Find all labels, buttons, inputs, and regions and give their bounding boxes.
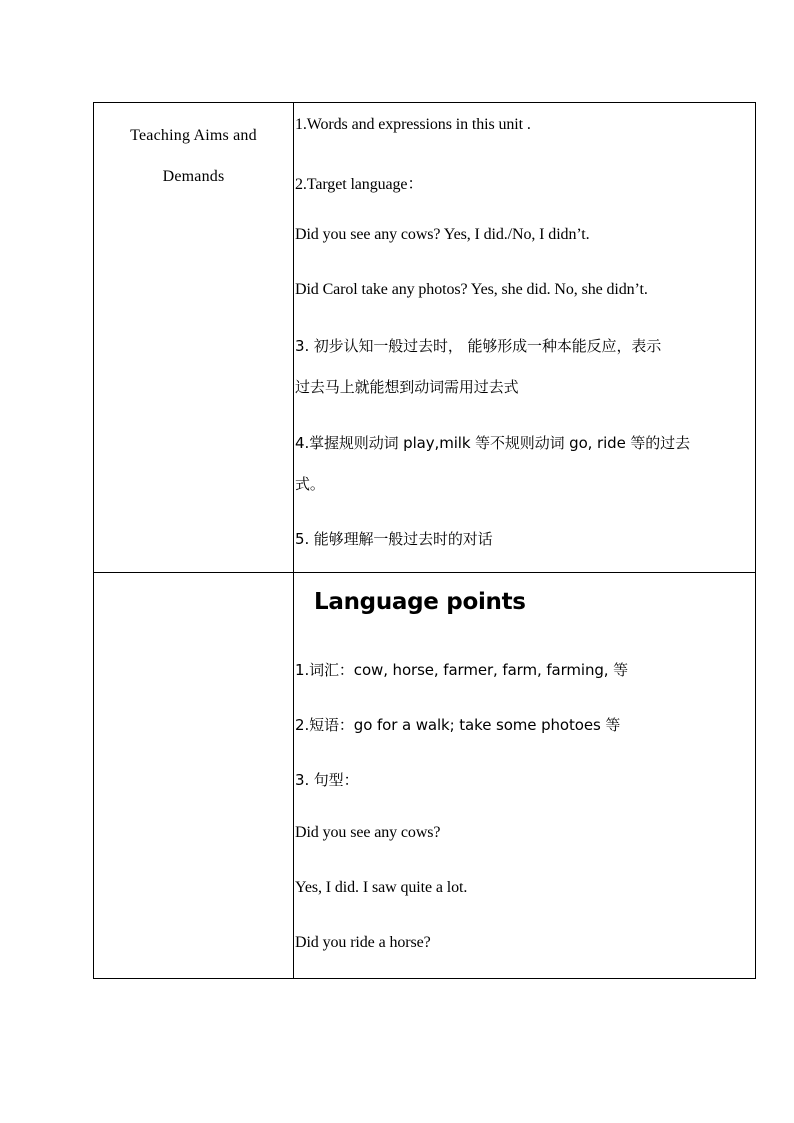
label-cell-teaching-aims [94, 103, 294, 572]
aim-line-target-language: 2.Target language： [295, 176, 424, 193]
aim-line-example-2: Did Carol take any photos? Yes, she did. No, she didn’t. [295, 281, 648, 298]
aim-line-verbs-2: 式。 [295, 475, 325, 493]
aim-line-example-1: Did you see any cows? Yes, I did./No, I didn’t. [295, 226, 590, 243]
point-line-question-1: Did you see any cows? [295, 824, 441, 841]
teaching-aims-label: Teaching Aims and Demands [130, 127, 257, 185]
point-line-vocabulary: 1.词汇：cow, horse, farmer, farm, farming, 等 [295, 661, 629, 679]
aim-line-words: 1.Words and expressions in this unit . [295, 116, 531, 133]
aim-line-past-tense-1: 3. 初步认知一般过去时， 能够形成一种本能反应，表示 [295, 337, 662, 355]
content-cell-language-points [294, 573, 755, 978]
point-line-answer-1: Yes, I did. I saw quite a lot. [295, 879, 468, 896]
label-cell-empty [94, 573, 294, 978]
aim-line-dialogue: 5. 能够理解一般过去时的对话 [295, 530, 493, 548]
table-row-language-points [94, 573, 755, 978]
language-points-heading: Language points [314, 589, 526, 615]
point-line-sentence-patterns: 3. 句型： [295, 771, 359, 789]
point-line-question-2: Did you ride a horse? [295, 934, 431, 951]
point-line-phrases: 2.短语：go for a walk; take some photoes 等 [295, 716, 621, 734]
table-row-teaching-aims [94, 103, 755, 573]
teaching-plan-table [93, 102, 756, 979]
aim-line-verbs-1: 4.掌握规则动词 play,milk 等不规则动词 go, ride 等的过去 [295, 434, 690, 452]
content-cell-teaching-aims [294, 103, 755, 572]
aim-line-past-tense-2: 过去马上就能想到动词需用过去式 [295, 378, 519, 396]
